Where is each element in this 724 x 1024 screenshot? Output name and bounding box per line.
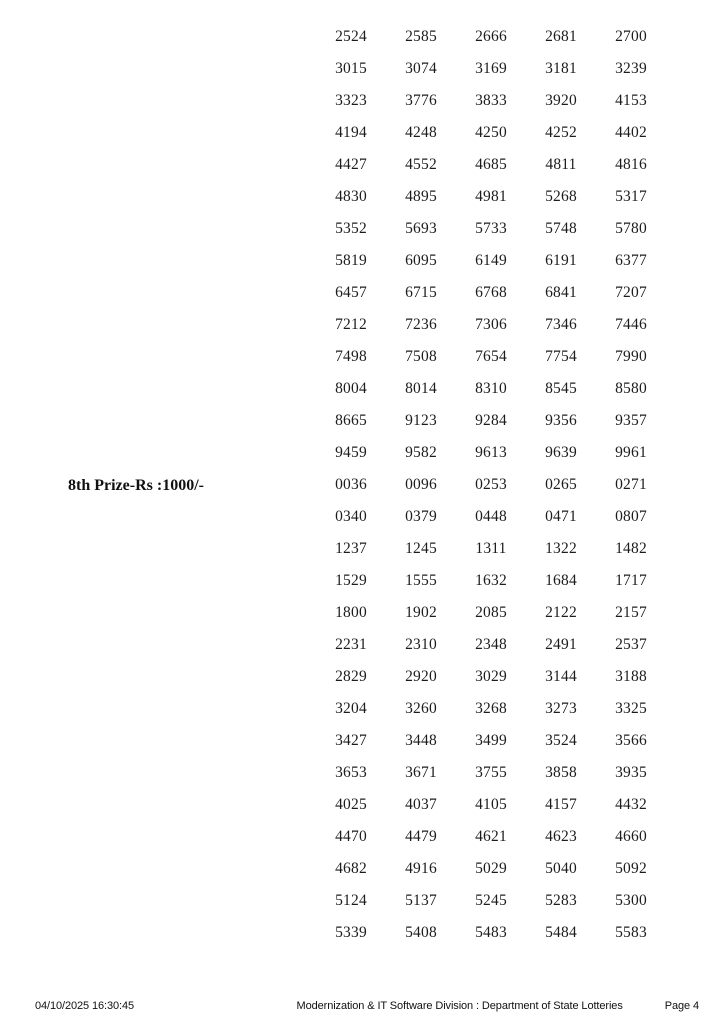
winning-number: 4811 xyxy=(545,156,577,173)
winning-number: 0379 xyxy=(405,508,437,525)
winning-numbers-grid xyxy=(316,21,666,949)
footer-page-number: Page 4 xyxy=(664,1000,699,1012)
winning-number: 2585 xyxy=(405,28,437,45)
winning-number: 9356 xyxy=(545,412,577,429)
number-row xyxy=(316,789,666,821)
winning-number: 5484 xyxy=(545,924,577,941)
winning-number: 4157 xyxy=(545,796,577,813)
winning-number: 5137 xyxy=(405,892,437,909)
winning-number: 3755 xyxy=(475,764,507,781)
winning-number: 5092 xyxy=(615,860,647,877)
winning-number: 7446 xyxy=(615,316,647,333)
winning-number: 1245 xyxy=(405,540,437,557)
winning-number: 0253 xyxy=(475,476,507,493)
winning-number: 2829 xyxy=(335,668,367,685)
number-row xyxy=(316,405,666,437)
footer-division-text: Modernization & IT Software Division : Department of State Lotteries xyxy=(296,1000,623,1012)
number-row xyxy=(316,53,666,85)
winning-number: 2700 xyxy=(615,28,647,45)
winning-number: 5693 xyxy=(405,220,437,237)
number-row xyxy=(316,661,666,693)
winning-number: 2920 xyxy=(405,668,437,685)
winning-number: 9357 xyxy=(615,412,647,429)
winning-number: 1684 xyxy=(545,572,577,589)
winning-number: 0271 xyxy=(615,476,647,493)
winning-number: 2524 xyxy=(335,28,367,45)
page-footer xyxy=(0,1000,724,1012)
winning-number: 5283 xyxy=(545,892,577,909)
winning-number: 3188 xyxy=(615,668,647,685)
winning-number: 7212 xyxy=(335,316,367,333)
number-row xyxy=(316,181,666,213)
winning-number: 0448 xyxy=(475,508,507,525)
winning-number: 2122 xyxy=(545,604,577,621)
winning-number: 2348 xyxy=(475,636,507,653)
winning-number: 6457 xyxy=(335,284,367,301)
winning-number: 3524 xyxy=(545,732,577,749)
winning-number: 3260 xyxy=(405,700,437,717)
winning-number: 3566 xyxy=(615,732,647,749)
winning-number: 1311 xyxy=(475,540,507,557)
number-row xyxy=(316,309,666,341)
winning-number: 4248 xyxy=(405,124,437,141)
number-row xyxy=(316,437,666,469)
winning-number: 3499 xyxy=(475,732,507,749)
winning-number: 0036 xyxy=(335,476,367,493)
winning-number: 2681 xyxy=(545,28,577,45)
winning-number: 4830 xyxy=(335,188,367,205)
winning-number: 9961 xyxy=(615,444,647,461)
winning-number: 4153 xyxy=(615,92,647,109)
winning-number: 8310 xyxy=(475,380,507,397)
winning-number: 9613 xyxy=(475,444,507,461)
winning-number: 4479 xyxy=(405,828,437,845)
winning-number: 8004 xyxy=(335,380,367,397)
winning-number: 4402 xyxy=(615,124,647,141)
winning-number: 8580 xyxy=(615,380,647,397)
number-row xyxy=(316,533,666,565)
number-row xyxy=(316,277,666,309)
winning-number: 3144 xyxy=(545,668,577,685)
winning-number: 0096 xyxy=(405,476,437,493)
number-row xyxy=(316,885,666,917)
winning-number: 7654 xyxy=(475,348,507,365)
winning-number: 5483 xyxy=(475,924,507,941)
winning-number: 0265 xyxy=(545,476,577,493)
number-row xyxy=(316,341,666,373)
winning-number: 7346 xyxy=(545,316,577,333)
number-row xyxy=(316,117,666,149)
winning-number: 1632 xyxy=(475,572,507,589)
winning-number: 3671 xyxy=(405,764,437,781)
winning-number: 3273 xyxy=(545,700,577,717)
winning-number: 3204 xyxy=(335,700,367,717)
winning-number: 3015 xyxy=(335,60,367,77)
winning-number: 5352 xyxy=(335,220,367,237)
winning-number: 9123 xyxy=(405,412,437,429)
winning-number: 1902 xyxy=(405,604,437,621)
winning-number: 9459 xyxy=(335,444,367,461)
number-row xyxy=(316,213,666,245)
winning-number: 2666 xyxy=(475,28,507,45)
winning-number: 4621 xyxy=(475,828,507,845)
winning-number: 6715 xyxy=(405,284,437,301)
winning-number: 7207 xyxy=(615,284,647,301)
winning-number: 4105 xyxy=(475,796,507,813)
winning-number: 5268 xyxy=(545,188,577,205)
winning-number: 2085 xyxy=(475,604,507,621)
winning-number: 3776 xyxy=(405,92,437,109)
number-row xyxy=(316,469,666,501)
number-row xyxy=(316,725,666,757)
winning-number: 6149 xyxy=(475,252,507,269)
winning-number: 5040 xyxy=(545,860,577,877)
winning-number: 6191 xyxy=(545,252,577,269)
winning-number: 3448 xyxy=(405,732,437,749)
winning-number: 7508 xyxy=(405,348,437,365)
winning-number: 5339 xyxy=(335,924,367,941)
winning-number: 2157 xyxy=(615,604,647,621)
winning-number: 7236 xyxy=(405,316,437,333)
winning-number: 5733 xyxy=(475,220,507,237)
winning-number: 5583 xyxy=(615,924,647,941)
winning-number: 3653 xyxy=(335,764,367,781)
winning-number: 4895 xyxy=(405,188,437,205)
winning-number: 6377 xyxy=(615,252,647,269)
winning-number: 4682 xyxy=(335,860,367,877)
winning-number: 3029 xyxy=(475,668,507,685)
number-row xyxy=(316,245,666,277)
number-row xyxy=(316,629,666,661)
winning-number: 4194 xyxy=(335,124,367,141)
winning-number: 4916 xyxy=(405,860,437,877)
winning-number: 4685 xyxy=(475,156,507,173)
winning-number: 3833 xyxy=(475,92,507,109)
winning-number: 4660 xyxy=(615,828,647,845)
winning-number: 4623 xyxy=(545,828,577,845)
number-row xyxy=(316,149,666,181)
winning-number: 1555 xyxy=(405,572,437,589)
winning-number: 4816 xyxy=(615,156,647,173)
winning-number: 5748 xyxy=(545,220,577,237)
winning-number: 9639 xyxy=(545,444,577,461)
number-row xyxy=(316,373,666,405)
winning-number: 3239 xyxy=(615,60,647,77)
winning-number: 5317 xyxy=(615,188,647,205)
number-row xyxy=(316,821,666,853)
winning-number: 5029 xyxy=(475,860,507,877)
winning-number: 3935 xyxy=(615,764,647,781)
number-row xyxy=(316,565,666,597)
winning-number: 5124 xyxy=(335,892,367,909)
winning-number: 5408 xyxy=(405,924,437,941)
winning-number: 6841 xyxy=(545,284,577,301)
winning-number: 5300 xyxy=(615,892,647,909)
winning-number: 5245 xyxy=(475,892,507,909)
winning-number: 3427 xyxy=(335,732,367,749)
winning-number: 3181 xyxy=(545,60,577,77)
winning-number: 0807 xyxy=(615,508,647,525)
winning-number: 3858 xyxy=(545,764,577,781)
winning-number: 4552 xyxy=(405,156,437,173)
winning-number: 0340 xyxy=(335,508,367,525)
winning-number: 2310 xyxy=(405,636,437,653)
winning-number: 7306 xyxy=(475,316,507,333)
winning-number: 9582 xyxy=(405,444,437,461)
winning-number: 2491 xyxy=(545,636,577,653)
winning-number: 3268 xyxy=(475,700,507,717)
winning-number: 4470 xyxy=(335,828,367,845)
winning-number: 8665 xyxy=(335,412,367,429)
winning-number: 1529 xyxy=(335,572,367,589)
winning-number: 8014 xyxy=(405,380,437,397)
winning-number: 3920 xyxy=(545,92,577,109)
winning-number: 1717 xyxy=(615,572,647,589)
winning-number: 2537 xyxy=(615,636,647,653)
number-row xyxy=(316,597,666,629)
winning-number: 7754 xyxy=(545,348,577,365)
winning-number: 7990 xyxy=(615,348,647,365)
winning-number: 1482 xyxy=(615,540,647,557)
winning-number: 4981 xyxy=(475,188,507,205)
winning-number: 1237 xyxy=(335,540,367,557)
winning-number: 9284 xyxy=(475,412,507,429)
winning-number: 3169 xyxy=(475,60,507,77)
winning-number: 2231 xyxy=(335,636,367,653)
number-row xyxy=(316,757,666,789)
winning-number: 6095 xyxy=(405,252,437,269)
winning-number: 4427 xyxy=(335,156,367,173)
winning-number: 7498 xyxy=(335,348,367,365)
winning-number: 5780 xyxy=(615,220,647,237)
prize-section-label: 8th Prize-Rs :1000/- xyxy=(68,477,204,494)
winning-number: 4432 xyxy=(615,796,647,813)
winning-number: 1800 xyxy=(335,604,367,621)
number-row xyxy=(316,853,666,885)
number-row xyxy=(316,85,666,117)
winning-number: 4025 xyxy=(335,796,367,813)
winning-number: 3323 xyxy=(335,92,367,109)
footer-datetime: 04/10/2025 16:30:45 xyxy=(35,1000,135,1012)
winning-number: 4252 xyxy=(545,124,577,141)
number-row xyxy=(316,21,666,53)
winning-number: 0471 xyxy=(545,508,577,525)
winning-number: 4250 xyxy=(475,124,507,141)
winning-number: 3325 xyxy=(615,700,647,717)
winning-number: 4037 xyxy=(405,796,437,813)
winning-number: 3074 xyxy=(405,60,437,77)
number-row xyxy=(316,501,666,533)
number-row xyxy=(316,917,666,949)
winning-number: 5819 xyxy=(335,252,367,269)
winning-number: 1322 xyxy=(545,540,577,557)
winning-number: 8545 xyxy=(545,380,577,397)
number-row xyxy=(316,693,666,725)
winning-number: 6768 xyxy=(475,284,507,301)
